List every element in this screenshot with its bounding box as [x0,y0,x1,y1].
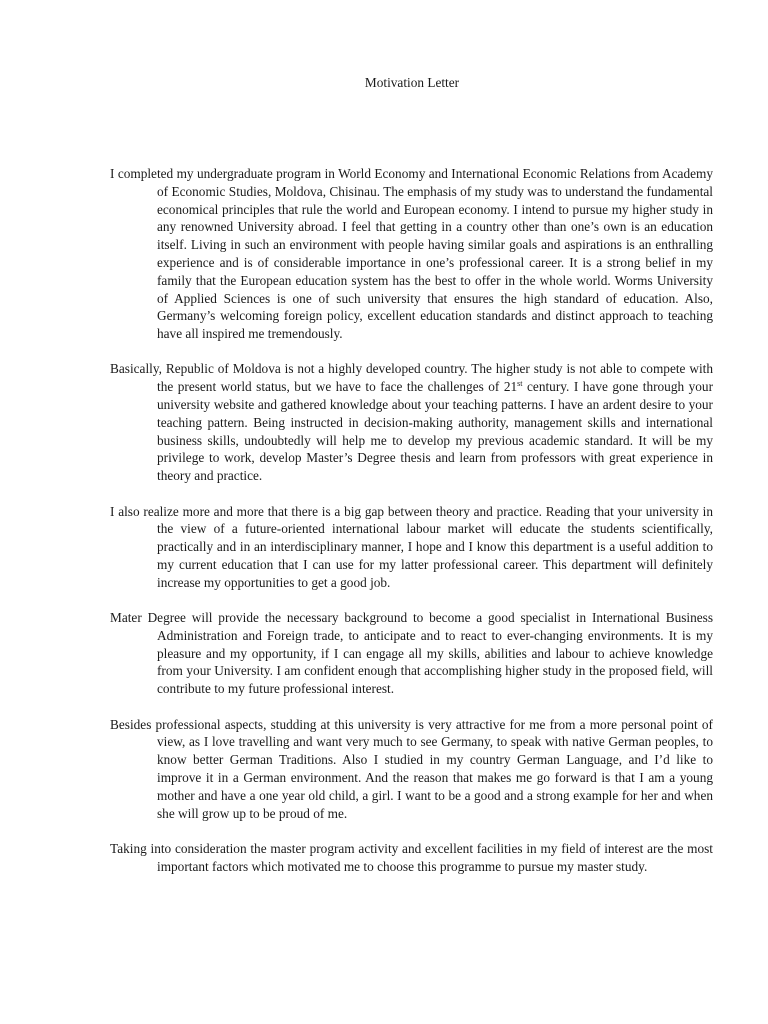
document-title: Motivation Letter [364,75,460,90]
paragraph-4: Mater Degree will provide the necessary background to become a good specialist in International Business Administration and Foreign trade, to anticipate and to react to ever-changing environments. It is my pleasure and my opportunity, if I can engage all my skills, abilities and labour to achieve knowledge from your University. I am confident enough that accomplishing higher study in the proposed field, will contribute to my future professional interest. [110,610,713,697]
paragraph-6: Taking into consideration the master program activity and excellent facilities in my field of interest are the most important factors which motivated me to choose this programme to pursue my master study. [110,840,713,874]
paragraph-5: Besides professional aspects, studding at this university is very attractive for me from a more personal point of view, as I love travelling and want very much to see Germany, to speak with native German peoples, to know better German Traditions. Also I studied in my country German Language, and I’d like to improve it in a German environment. And the reason that makes me go forward is that I am a young mother and have a one year old child, a girl. I want to be a good and a strong example for her and when she will grow up to be proud of me. [110,716,713,821]
letter-body [110,165,713,893]
paragraph-2-text-before: Basically, Republic of Moldova is not a highly developed country. The higher study is not able to compete with the present world status, but we have to face the challenges of 21 [110,361,713,395]
paragraph-2 [110,360,713,485]
paragraph-1: I completed my undergraduate program in World Economy and International Economic Relations from Academy of Economic Studies, Moldova, Chisinau. The emphasis of my study was to understand the fundamental economical principles that rule the world and European economy. I intend to pursue my higher study in any renowned University abroad. I feel that getting in a country other than one’s own is an education itself. Living in such an environment with people having similar goals and aspirations is an enthralling experience and is of considerable importance in one’s professional career. It is a strong belief in my family that the European education system has the best to offer in the whole world. Worms University of Applied Sciences is one of such university that ensures the high standard of education. Also, Germany’s welcoming foreign policy, excellent education standards and distinct approach to teaching have all inspired me tremendously. [110,166,713,342]
ordinal-suffix: st [517,379,523,389]
paragraph-3: I also realize more and more that there is a big gap between theory and practice. Reading that your university in the view of a future-oriented international labour market will educate the students scientifically, practically and in an interdisciplinary manner, I hope and I know this department is a useful addition to my current education that I can use for my latter professional career. This department will definitely increase my opportunities to get a good job. [110,503,713,590]
paragraph-2-text-after: century. I have gone through your university website and gathered knowledge about your teaching patterns. I have an ardent desire to your teaching pattern. Being instructed in decision-making authority, management skills and international business skills, undoubtedly will help me to develop my previous academic standard. It will be my privilege to work, develop Master’s Degree thesis and learn from professors with great experience in theory and practice. [157,379,713,484]
